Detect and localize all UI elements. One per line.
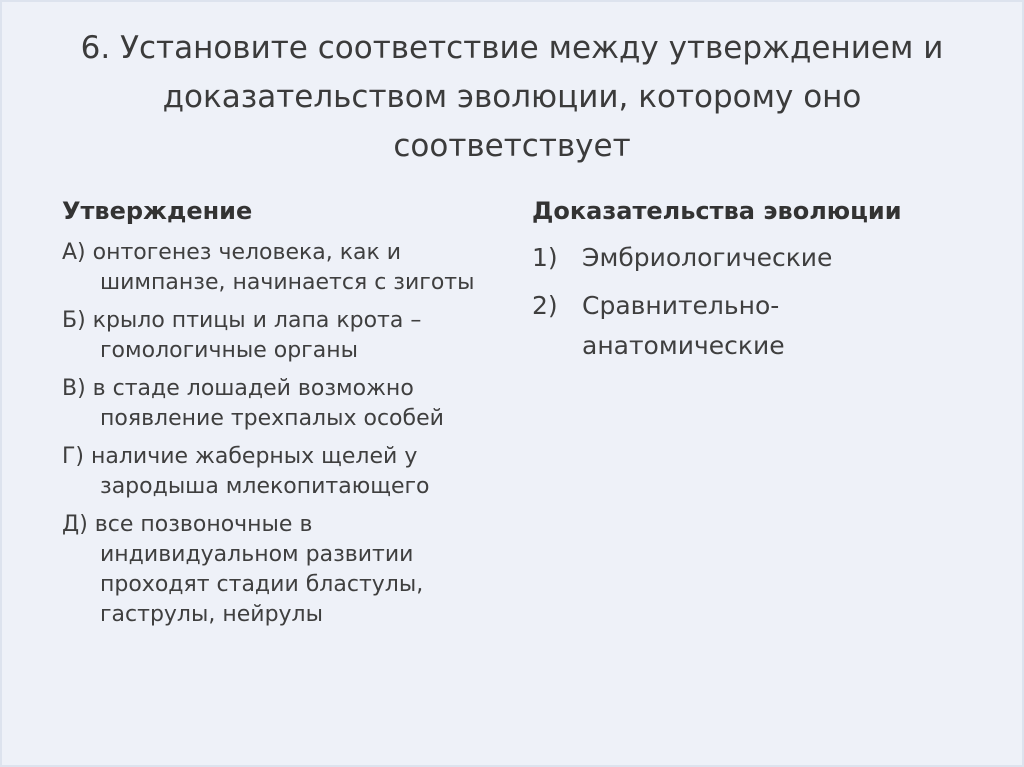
evidence-column bbox=[532, 196, 972, 374]
statement-a: А) онтогенез человека, как и шимпанзе, начинается с зиготы bbox=[62, 240, 475, 295]
statement-d: Г) наличие жаберных щелей у зародыша млекопитающего bbox=[62, 444, 430, 499]
statement-c: В) в стаде лошадей возможно появление трехпалых особей bbox=[62, 376, 444, 431]
evidence-heading: Доказательства эволюции bbox=[532, 197, 902, 225]
statement-b: Б) крыло птицы и лапа крота – гомологичные органы bbox=[62, 308, 422, 363]
statements-heading: Утверждение bbox=[62, 197, 253, 225]
evidence-label: Эмбриологические bbox=[582, 243, 833, 272]
evidence-number: 2) bbox=[532, 291, 558, 320]
statements-column bbox=[62, 196, 512, 638]
evidence-item-2 bbox=[532, 286, 972, 366]
slide-title: 6. Установите соответствие между утверждением и доказательством эволюции, которому оно соответствует bbox=[80, 30, 944, 164]
statement-e: Д) все позвоночные в индивидуальном развитии проходят стадии бластулы, гаструлы, нейрулы bbox=[62, 512, 424, 627]
evidence-number: 1) bbox=[532, 243, 558, 272]
evidence-item-1 bbox=[532, 238, 972, 278]
evidence-label: Сравнительно-анатомические bbox=[582, 291, 785, 360]
